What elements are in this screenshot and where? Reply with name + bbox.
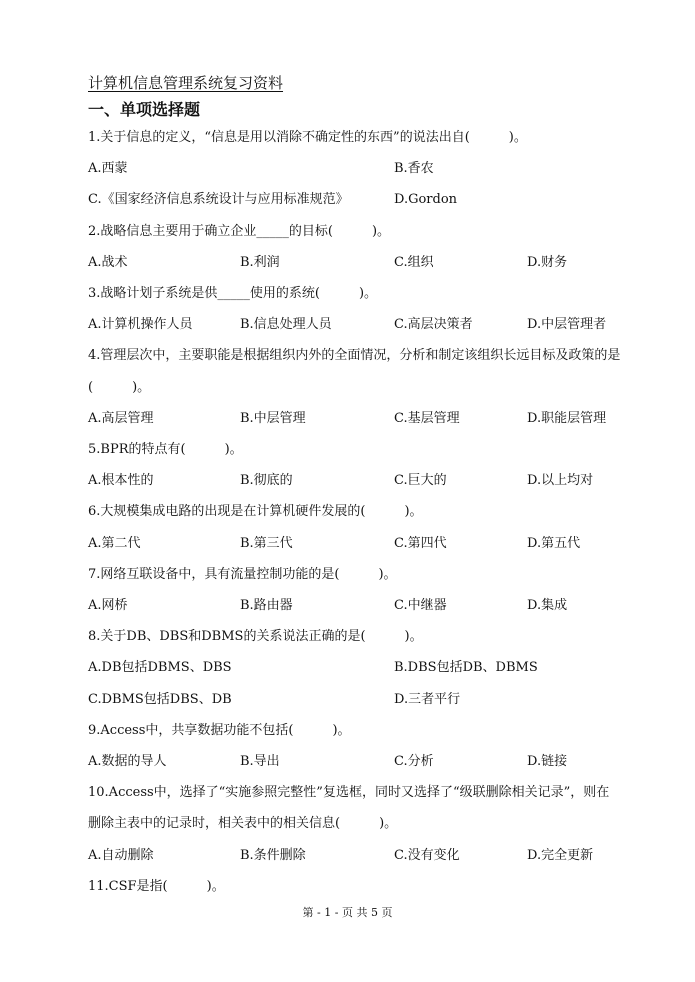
- section-heading: 一、单项选择题: [88, 100, 201, 119]
- option: A.根本性的: [88, 473, 154, 489]
- option: D.财务: [527, 254, 568, 270]
- question-text: 11.CSF是指( )。: [88, 878, 225, 894]
- option: D.第五代: [527, 535, 581, 551]
- option: A.DB包括DBMS、DBS: [88, 660, 232, 676]
- option: C.DBMS包括DBS、DB: [88, 691, 232, 707]
- option: D.三者平行: [394, 691, 461, 707]
- option: A.网桥: [88, 598, 128, 613]
- option: D.职能层管理: [527, 410, 607, 426]
- question-text: 7.网络互联设备中，具有流量控制功能的是( )。: [88, 566, 397, 582]
- question-text: 删除主表中的记录时，相关表中的相关信息( )。: [88, 816, 398, 832]
- option: C.第四代: [394, 535, 447, 551]
- question-text: 1.关于信息的定义，“信息是用以消除不确定性的东西”的说法出自( )。: [88, 130, 527, 145]
- option: D.集成: [527, 598, 568, 613]
- option: D.链接: [527, 754, 568, 769]
- option: C.基层管理: [394, 410, 460, 426]
- option: D.完全更新: [527, 847, 594, 863]
- option: C.中继器: [394, 598, 447, 613]
- option: B.条件删除: [240, 847, 306, 863]
- option: A.高层管理: [88, 410, 154, 426]
- option: A.数据的导人: [88, 754, 167, 769]
- option: C.组织: [394, 254, 434, 270]
- option: D.中层管理者: [527, 317, 607, 333]
- option: A.自动删除: [88, 847, 154, 863]
- question-text: 2.战略信息主要用于确立企业_____的目标( )。: [88, 223, 391, 239]
- option: B.香农: [394, 161, 434, 177]
- option: B.DBS包括DB、DBMS: [394, 660, 538, 676]
- option: A.计算机操作人员: [88, 317, 193, 333]
- option: C.高层决策者: [394, 317, 473, 333]
- option: A.西蒙: [88, 161, 128, 177]
- option: A.第二代: [88, 535, 141, 551]
- option: D.Gordon: [394, 192, 458, 208]
- option: C.分析: [394, 754, 434, 769]
- question-text: 8.关于DB、DBS和DBMS的关系说法正确的是( )。: [88, 629, 423, 645]
- question-text: 10.Access中，选择了“实施参照完整性”复选框，同时又选择了“级联删除相关记录”，则在: [88, 785, 610, 801]
- option: C.没有变化: [394, 847, 460, 863]
- option: B.路由器: [240, 598, 293, 613]
- question-text: ( )。: [88, 379, 151, 395]
- option: C.巨大的: [394, 473, 447, 489]
- question-text: 3.战略计划子系统是供_____使用的系统( )。: [88, 286, 378, 301]
- option: B.彻底的: [240, 473, 293, 489]
- option: B.导出: [240, 754, 280, 769]
- question-text: 9.Access中，共享数据功能不包括( )。: [88, 722, 351, 738]
- option: C.《国家经济信息系统设计与应用标准规范》: [88, 192, 349, 208]
- option: A.战术: [88, 254, 128, 270]
- question-text: 6.大规模集成电路的出现是在计算机硬件发展的( )。: [88, 504, 423, 520]
- question-text: 5.BPR的特点有( )。: [88, 442, 243, 457]
- option: D.以上均对: [527, 473, 594, 489]
- option: B.第三代: [240, 535, 293, 551]
- option: B.中层管理: [240, 410, 306, 426]
- document-title: 计算机信息管理系统复习资料: [88, 74, 284, 92]
- question-text: 4.管理层次中，主要职能是根据组织内外的全面情况，分析和制定该组织长远目标及政策的是: [88, 348, 621, 364]
- option: B.信息处理人员: [240, 317, 332, 333]
- option: B.利润: [240, 254, 280, 270]
- page-footer: 第 - 1 - 页 共 5 页: [302, 906, 393, 919]
